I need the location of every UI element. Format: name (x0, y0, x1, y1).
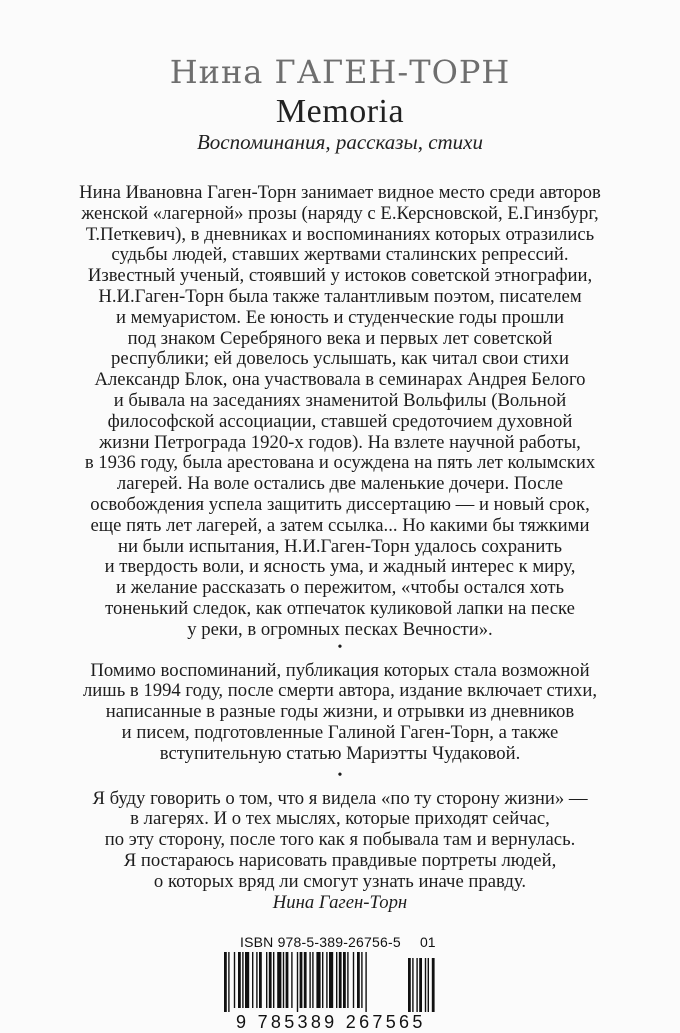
text-line: вступительную статью Мариэтты Чудаковой. (159, 742, 521, 764)
text-line: под знаком Серебряного века и первых лет советской (127, 327, 553, 349)
text-line: и мемуаристом. Ее юность и студенческие годы прошли (115, 306, 565, 328)
text-line: освобождения успела защитить диссертацию — и новый срок, (90, 493, 590, 515)
paragraph-quote (40, 789, 640, 893)
text-line: Я буду говорить о том, что я видела «по ту сторону жизни» — (92, 787, 588, 809)
text-line: Помимо воспоминаний, публикация которых стала возможной (90, 659, 590, 681)
text-line: ни были испытания, Н.И.Гаген-Торн удалось сохранить (117, 535, 563, 557)
text-line: Т.Петкевич), в дневниках и воспоминаниях которых отразились (85, 223, 595, 245)
book-title: Memoria (275, 93, 405, 130)
text-line: судьбы людей, ставших жертвами сталинских репрессий. (111, 244, 569, 266)
text-line: о которых вряд ли смогут узнать иначе правду. (153, 870, 527, 892)
text-line: лишь в 1994 году, после смерти автора, издание включает стихи, (82, 680, 598, 702)
barcode-bars (216, 934, 446, 1012)
text-line: в лагерях. И о тех мыслях, которые приходят сейчас, (130, 808, 550, 830)
text-line: тоненький следок, как отпечаток куликовой лапки на песке (105, 597, 575, 619)
text-line: и твердость воли, и ясность ума, и жадный интерес к миру, (104, 556, 576, 578)
author-name: Нина ГАГЕН-ТОРН (169, 53, 511, 91)
text-line: написанные в разные годы жизни, и отрывки из дневников (105, 701, 575, 723)
text-line: женской «лагерной» прозы (наряду с Е.Керсновской, Е.Гинзбург, (81, 202, 599, 224)
barcode-digits: 9 785389 267565 (236, 1012, 426, 1032)
text-line: Нина Ивановна Гаген-Торн занимает видное место среди авторов (79, 182, 601, 203)
paragraph-annotation (40, 183, 640, 641)
text-line: и бывала на заседаниях знаменитой Вольфилы (Вольной (113, 389, 567, 411)
text-line: по эту сторону, после того как я побывала там и вернулась. (104, 829, 576, 851)
text-line: республики; ей довелось услышать, как читал свои стихи (111, 348, 569, 370)
isbn-barcode (216, 934, 446, 1032)
text-line: в 1936 году, была арестована и осуждена на пять лет колымских (84, 452, 596, 474)
text-line: еще пять лет лагерей, а затем ссылка... Но какими бы тяжкими (90, 514, 590, 536)
paragraph-contents (40, 661, 640, 765)
text-line: философской ассоциации, ставшей средоточием духовной (107, 410, 573, 432)
annotation-text (40, 183, 640, 913)
text-line: лагерей. На воле остались две маленькие дочери. После (116, 473, 564, 495)
book-subtitle: Воспоминания, рассказы, стихи (196, 130, 483, 154)
text-line: жизни Петрограда 1920-х годов). На взлете научной работы, (99, 431, 581, 453)
text-line: Известный ученый, стоявший у истоков советской этнографии, (87, 265, 593, 287)
isbn-label: ISBN 978-5-389-26756-5 (240, 934, 401, 950)
header (0, 52, 680, 155)
text-line: и желание рассказать о пережитом, «чтобы остался хоть (115, 577, 565, 599)
isbn-addon: 01 (420, 934, 436, 950)
text-line: Н.И.Гаген-Торн была также талантливым поэтом, писателем (98, 285, 582, 307)
text-line: у реки, в огромных песках Вечности». (187, 618, 493, 640)
text-line: Александр Блок, она участвовала в семинарах Андрея Белого (94, 369, 586, 391)
bullet-separator: • (337, 639, 343, 655)
bullet-separator: • (337, 767, 343, 783)
signature: Нина Гаген-Торн (272, 891, 408, 913)
text-line: Я постараюсь нарисовать правдивые портреты людей, (123, 849, 557, 871)
text-line: и писем, подготовленные Галиной Гаген-Торн, а также (121, 721, 559, 743)
